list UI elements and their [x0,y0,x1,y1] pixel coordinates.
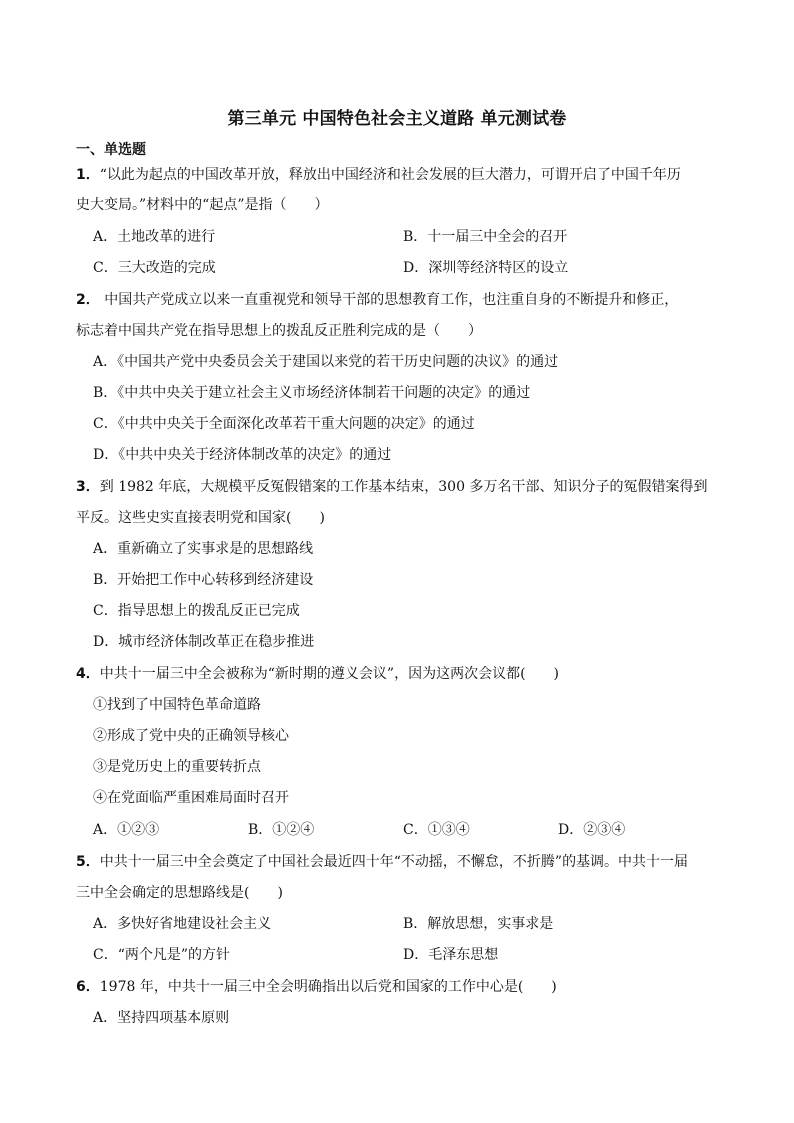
question-2-line-1 [76,291,678,309]
option-a[interactable]: A．土地改革的进行 [93,229,216,245]
option-d[interactable]: D．②③④ [558,822,626,838]
option-a[interactable]: A．①②③ [93,822,160,838]
question-text: 中国共产党成立以来一直重视党和领导干部的思想教育工作，也注重自身的不断提升和修正， [99,292,679,308]
statement-1: ①找到了中国特色革命道路 [93,697,261,713]
question-2-line-2: 标志着中国共产党在指导思想上的拨乱反正胜利完成的是（ ） [76,323,482,339]
question-text: 中共十一届三中全会奠定了中国社会最近四十年“不动摇，不懈怠，不折腾”的基调。中共十一届 [99,854,689,870]
option-a[interactable]: A．多快好省地建设社会主义 [93,916,272,932]
option-b[interactable]: B．①②④ [248,822,315,838]
question-5-line-1 [76,853,688,871]
option-b[interactable]: B．十一届三中全会的召开 [403,229,568,245]
question-number: 5． [76,854,100,870]
option-c[interactable]: C．①③④ [403,822,470,838]
question-5-line-2: 三中全会确定的思想路线是( ) [76,885,283,901]
question-text: 1978 年，中共十一届三中全会明确指出以后党和国家的工作中心是( ) [99,979,557,995]
statement-2: ②形成了党中央的正确领导核心 [93,728,289,744]
question-6-line-1 [76,978,557,996]
option-c[interactable]: C．“两个凡是”的方针 [93,947,231,963]
section-heading: 一、单选题 [76,142,146,158]
option-c[interactable]: C．三大改造的完成 [93,260,216,276]
question-number: 6． [76,979,100,995]
question-number: 1． [76,167,100,183]
option-a[interactable]: A．《中国共产党中央委员会关于建国以来党的若干历史问题的决议》的通过 [93,354,559,370]
question-3-line-1 [76,478,707,496]
option-a[interactable]: A．重新确立了实事求是的思想路线 [93,541,314,557]
option-b[interactable]: B．开始把工作中心转移到经济建设 [93,572,314,588]
question-text: “以此为起点的中国改革开放，释放出中国经济和社会发展的巨大潜力，可谓开启了中国千年历 [99,167,681,183]
question-number: 4． [76,666,100,682]
question-number: 3． [76,479,100,495]
question-1-line-2: 史大变局。”材料中的“起点”是指（ ） [76,197,329,213]
option-d[interactable]: D．毛泽东思想 [403,947,499,963]
option-c[interactable]: C．《中共中央关于全面深化改革若干重大问题的决定》的通过 [93,416,475,432]
page-title: 第三单元 中国特色社会主义道路 单元测试卷 [227,109,567,129]
option-b[interactable]: B．《中共中央关于建立社会主义市场经济体制若干问题的决定》的通过 [93,385,531,401]
question-3-line-2: 平反。这些史实直接表明党和国家( ) [76,510,325,526]
option-b[interactable]: B．解放思想，实事求是 [403,916,554,932]
statement-3: ③是党历史上的重要转折点 [93,759,261,775]
option-a[interactable]: A．坚持四项基本原则 [93,1010,230,1026]
option-d[interactable]: D．深圳等经济特区的设立 [403,260,569,276]
question-4-line-1 [76,665,559,683]
statement-4: ④在党面临严重困难局面时召开 [93,790,289,806]
option-d[interactable]: D．《中共中央关于经济体制改革的决定》的通过 [93,447,392,463]
option-c[interactable]: C．指导思想上的拨乱反正已完成 [93,603,300,619]
question-text: 到 1982 年底，大规模平反冤假错案的工作基本结束，300 多万名干部、知识分子的冤假错案得到 [99,479,708,495]
option-d[interactable]: D．城市经济体制改革正在稳步推进 [93,634,315,650]
question-1-line-1 [76,166,681,184]
question-number: 2． [76,292,100,308]
question-text: 中共十一届三中全会被称为“新时期的遵义会议”，因为这两次会议都( ) [99,666,559,682]
